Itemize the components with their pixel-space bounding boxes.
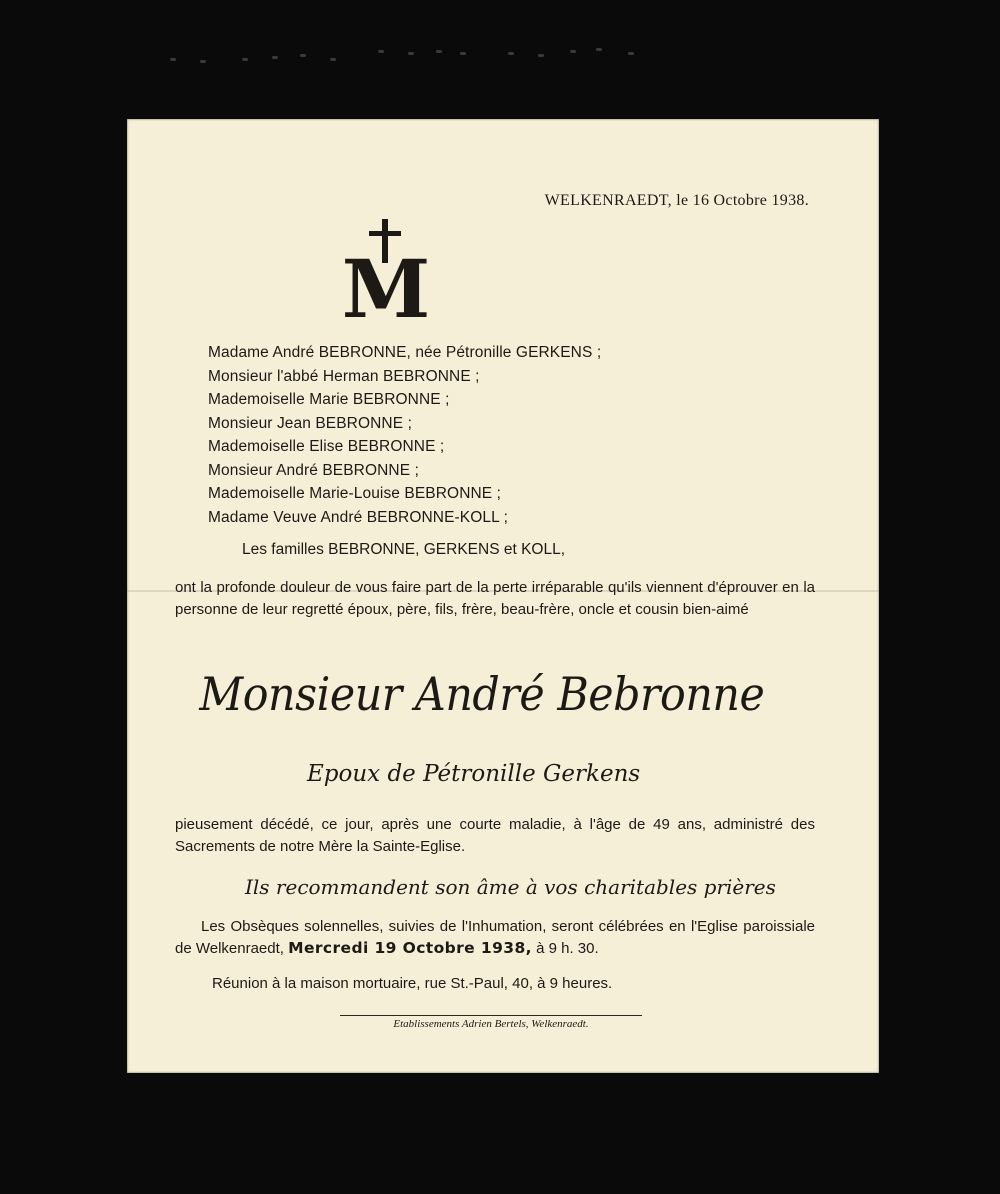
family-member: Mademoiselle Marie BEBRONNE ; bbox=[208, 391, 450, 408]
prayer-request: Ils recommandent son âme à vos charitables prières bbox=[245, 875, 776, 899]
deceased-name: Monsieur André Bebronne bbox=[199, 667, 765, 721]
family-member: Mademoiselle Elise BEBRONNE ; bbox=[208, 438, 445, 455]
monogram-letter: M bbox=[341, 242, 431, 321]
place-and-date: WELKENRAEDT, le 16 Octobre 1938. bbox=[544, 192, 809, 209]
death-notice: pieusement décédé, ce jour, après une courte maladie, à l'âge de 49 ans, administré des Sacrements de notre Mère la Sainte-Eglise. bbox=[175, 816, 815, 855]
funeral-date: Mercredi 19 Octobre 1938, bbox=[288, 938, 532, 957]
family-member: Madame Veuve André BEBRONNE-KOLL ; bbox=[208, 508, 509, 526]
announcement-paragraph: ont la profonde douleur de vous faire part de la perte irréparable qu'ils viennent d'éprouver en la personne de leur regretté époux, père, fils, frère, beau-frère, oncle et cousin bien-aimé bbox=[175, 579, 815, 618]
family-member: Mademoiselle Marie-Louise BEBRONNE ; bbox=[208, 485, 502, 502]
family-member: Monsieur l'abbé Herman BEBRONNE ; bbox=[208, 367, 480, 385]
family-member-list bbox=[208, 341, 601, 529]
funeral-text: Les Obsèques solennelles, suivies de l'Inhumation, seront célébrées en l'Eglise paroissiale de Welkenraedt, bbox=[175, 918, 815, 957]
families-line: Les familles BEBRONNE, GERKENS et KOLL, bbox=[242, 541, 566, 558]
funeral-details bbox=[175, 916, 815, 959]
family-member: Monsieur André BEBRONNE ; bbox=[208, 461, 419, 479]
family-member: Madame André BEBRONNE, née Pétronille GERKENS ; bbox=[208, 344, 602, 361]
funeral-time: à 9 h. 30. bbox=[531, 939, 599, 957]
mourning-card bbox=[127, 119, 879, 1073]
printer-divider bbox=[340, 1015, 642, 1016]
spouse-line: Epoux de Pétronille Gerkens bbox=[307, 761, 641, 787]
family-member: Monsieur Jean BEBRONNE ; bbox=[208, 414, 412, 432]
printer-credit: Etablissements Adrien Bertels, Welkenraedt. bbox=[393, 1018, 589, 1030]
cross-monogram-icon bbox=[341, 217, 431, 321]
reunion-info: Réunion à la maison mortuaire, rue St.-Paul, 40, à 9 heures. bbox=[212, 975, 613, 992]
punched-holes bbox=[150, 44, 650, 74]
